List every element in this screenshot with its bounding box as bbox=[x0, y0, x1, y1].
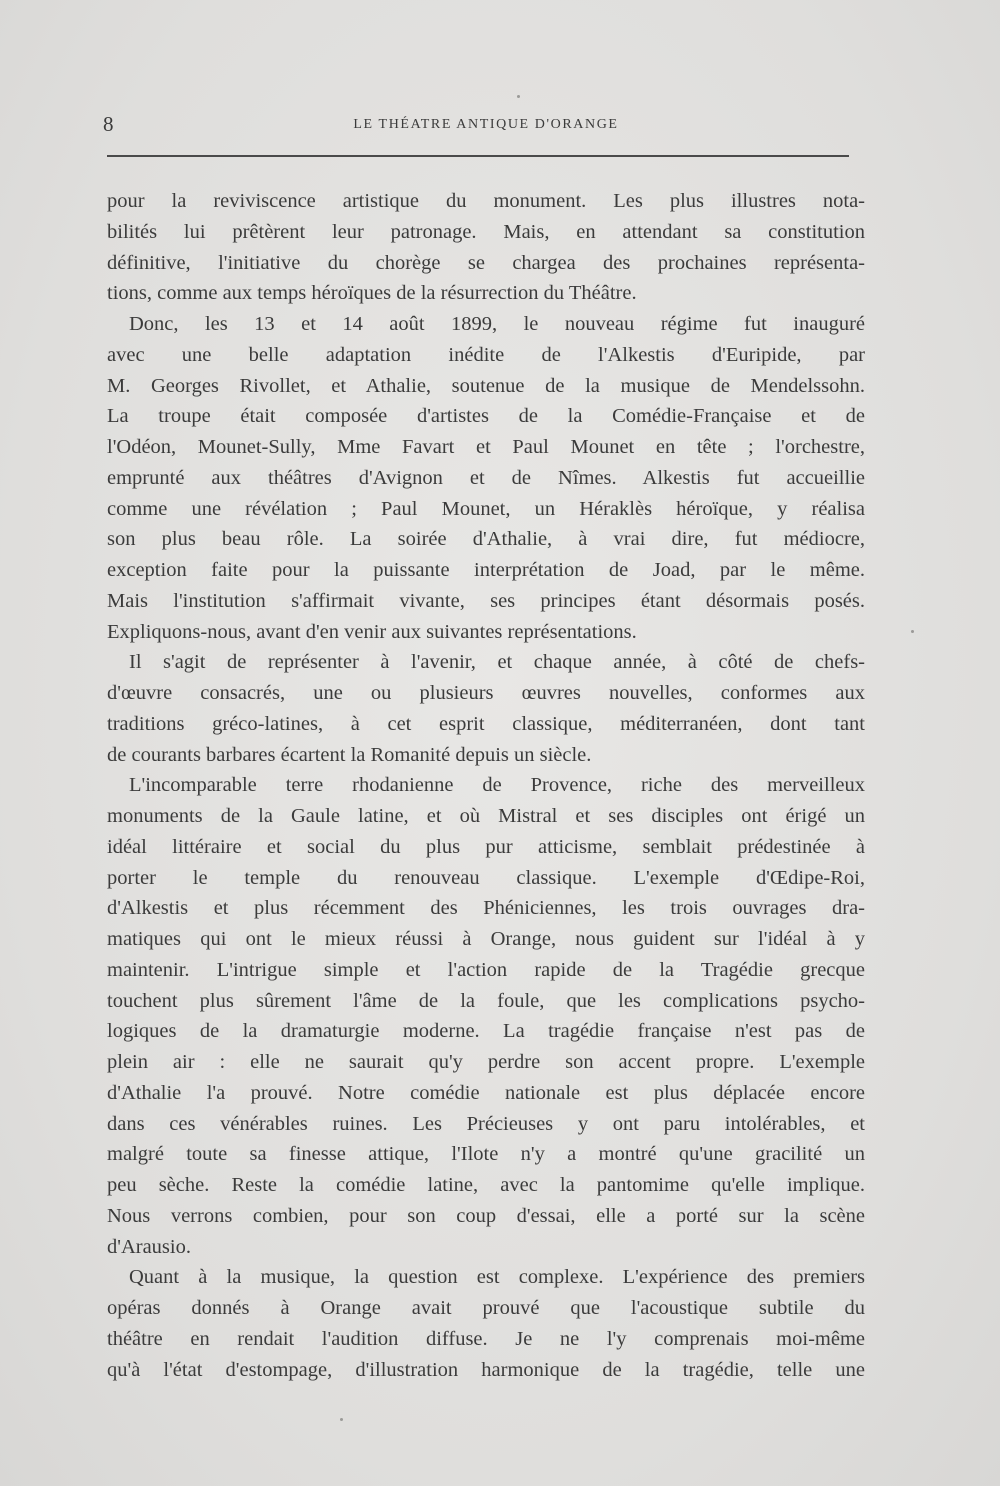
text-line: son plus beau rôle. La soirée d'Athalie, à vrai dire, fut médiocre, bbox=[107, 528, 865, 551]
text-line: exception faite pour la puissante interprétation de Joad, par le même. bbox=[107, 559, 865, 581]
text-line: malgré toute sa finesse attique, l'Ilote n'y a montré qu'une gracilité un bbox=[107, 1143, 865, 1166]
text-line: dans ces vénérables ruines. Les Précieuses y ont paru intolérables, et bbox=[107, 1112, 865, 1135]
text-line: matiques qui ont le mieux réussi à Orange, nous guident sur l'idéal à y bbox=[107, 928, 865, 950]
text-line: porter le temple du renouveau classique. L'exemple d'Œdipe-Roi, bbox=[107, 866, 865, 889]
paper-speck bbox=[911, 630, 914, 633]
text-line: monuments de la Gaule latine, et où Mistral et ses disciples ont érigé un bbox=[107, 805, 865, 827]
text-line: qu'à l'état d'estompage, d'illustration harmonique de la tragédie, telle une bbox=[107, 1358, 865, 1381]
paper-speck bbox=[517, 95, 520, 98]
text-line: plein air : elle ne saurait qu'y perdre son accent propre. L'exemple bbox=[107, 1051, 865, 1073]
text-line: d'Athalie l'a prouvé. Notre comédie nationale est plus déplacée encore bbox=[107, 1081, 865, 1104]
text-line: M. Georges Rivollet, et Athalie, soutenue de la musique de Mendelssohn. bbox=[107, 374, 865, 397]
text-line: Mais l'institution s'affirmait vivante, ses principes étant désormais posés. bbox=[107, 589, 865, 612]
text-line: théâtre en rendait l'audition diffuse. Je ne l'y comprenais moi-même bbox=[107, 1327, 865, 1350]
text-line: bilités lui prêtèrent leur patronage. Mais, en attendant sa constitution bbox=[107, 220, 865, 243]
text-line: d'Arausio. bbox=[107, 1235, 191, 1258]
header-rule bbox=[107, 155, 849, 157]
text-line: Donc, les 13 et 14 août 1899, le nouveau régime fut inauguré bbox=[129, 313, 865, 335]
page-header bbox=[103, 112, 849, 142]
paper-speck bbox=[340, 1418, 343, 1421]
text-line: traditions gréco-latines, à cet esprit classique, méditerranéen, dont tant bbox=[107, 712, 865, 735]
text-line: La troupe était composée d'artistes de la Comédie-Française et de bbox=[107, 405, 865, 428]
text-line: Quant à la musique, la question est complexe. L'expérience des premiers bbox=[129, 1266, 865, 1289]
text-line: opéras donnés à Orange avait prouvé que l'acoustique subtile du bbox=[107, 1297, 865, 1319]
text-line: d'œuvre consacrés, une ou plusieurs œuvres nouvelles, conformes aux bbox=[107, 682, 865, 704]
text-line: touchent plus sûrement l'âme de la foule, que les complications psycho- bbox=[107, 989, 865, 1012]
text-line: pour la reviviscence artistique du monument. Les plus illustres nota- bbox=[107, 190, 865, 212]
text-line: L'incomparable terre rhodanienne de Provence, riche des merveilleux bbox=[129, 774, 865, 797]
text-line: Expliquons-nous, avant d'en venir aux suivantes représentations. bbox=[107, 620, 637, 643]
body-text bbox=[107, 186, 865, 1385]
text-line: tions, comme aux temps héroïques de la résurrection du Théâtre. bbox=[107, 282, 637, 305]
text-line: Il s'agit de représenter à l'avenir, et chaque année, à côté de chefs- bbox=[129, 651, 865, 674]
text-line: peu sèche. Reste la comédie latine, avec la pantomime qu'elle implique. bbox=[107, 1174, 865, 1196]
text-line: maintenir. L'intrigue simple et l'action rapide de la Tragédie grecque bbox=[107, 958, 865, 981]
text-line: comme une révélation ; Paul Mounet, un Héraklès héroïque, y réalisa bbox=[107, 497, 865, 520]
text-line: Nous verrons combien, pour son coup d'essai, elle a porté sur la scène bbox=[107, 1204, 865, 1227]
text-line: logiques de la dramaturgie moderne. La tragédie française n'est pas de bbox=[107, 1020, 865, 1043]
running-head: LE THÉATRE ANTIQUE D'ORANGE bbox=[353, 117, 619, 132]
text-line: idéal littéraire et social du plus pur atticisme, semblait prédestinée à bbox=[107, 835, 865, 858]
text-line: définitive, l'initiative du chorège se chargea des prochaines représenta- bbox=[107, 251, 865, 274]
text-line: de courants barbares écartent la Romanité depuis un siècle. bbox=[107, 743, 592, 766]
text-line: d'Alkestis et plus récemment des Phéniciennes, les trois ouvrages dra- bbox=[107, 897, 865, 920]
text-line: avec une belle adaptation inédite de l'Alkestis d'Euripide, par bbox=[107, 343, 865, 366]
page-number: 8 bbox=[103, 112, 114, 136]
text-line: l'Odéon, Mounet-Sully, Mme Favart et Paul Mounet en tête ; l'orchestre, bbox=[107, 436, 865, 458]
text-line: emprunté aux théâtres d'Avignon et de Nîmes. Alkestis fut accueillie bbox=[107, 466, 865, 489]
